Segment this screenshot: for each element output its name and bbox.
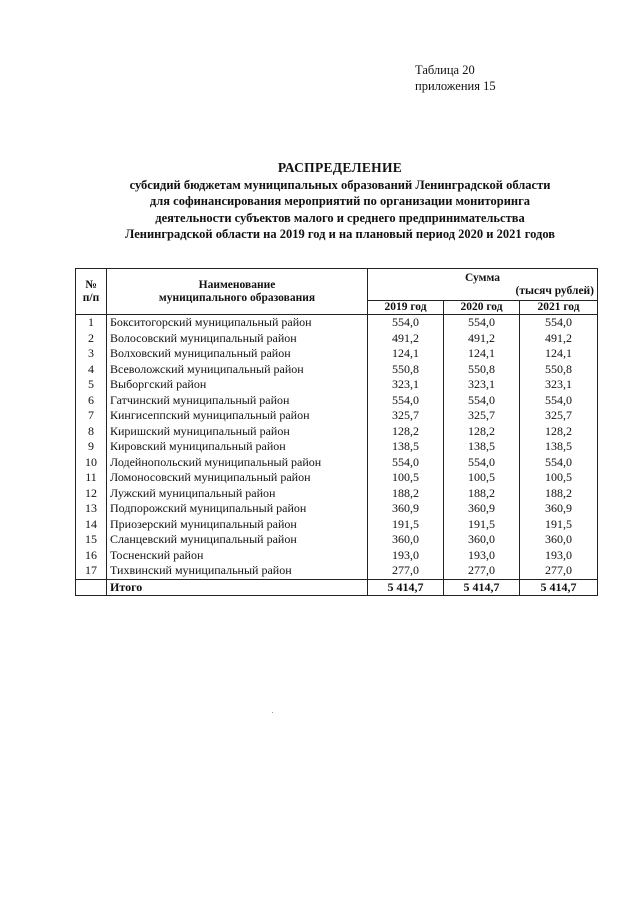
cell-sum-2020: 138,5 bbox=[444, 439, 520, 455]
cell-sum-2019: 360,0 bbox=[368, 532, 444, 548]
table-row bbox=[76, 501, 598, 517]
reference-appendix-number: приложения 15 bbox=[415, 79, 496, 93]
cell-sum-2021: 554,0 bbox=[520, 393, 598, 409]
cell-sum-2019: 100,5 bbox=[368, 470, 444, 486]
header-number bbox=[76, 269, 107, 315]
cell-sum-2019: 550,8 bbox=[368, 362, 444, 378]
cell-sum-2019: 491,2 bbox=[368, 331, 444, 347]
total-sum-2019: 5 414,7 bbox=[368, 579, 444, 596]
cell-number: 16 bbox=[76, 548, 107, 564]
cell-sum-2020: 323,1 bbox=[444, 377, 520, 393]
title-line-2: для софинансирования мероприятий по организации мониторинга bbox=[149, 194, 531, 208]
cell-sum-2021: 138,5 bbox=[520, 439, 598, 455]
cell-number: 13 bbox=[76, 501, 107, 517]
cell-municipality: Волховский муниципальный район bbox=[107, 346, 368, 362]
table-row bbox=[76, 408, 598, 424]
cell-sum-2019: 138,5 bbox=[368, 439, 444, 455]
table-row bbox=[76, 517, 598, 533]
cell-sum-2020: 360,9 bbox=[444, 501, 520, 517]
cell-municipality: Гатчинский муниципальный район bbox=[107, 393, 368, 409]
header-year-2021: 2021 год bbox=[520, 301, 598, 315]
cell-municipality: Кировский муниципальный район bbox=[107, 439, 368, 455]
cell-sum-2021: 554,0 bbox=[520, 315, 598, 331]
cell-number: 5 bbox=[76, 377, 107, 393]
cell-sum-2021: 554,0 bbox=[520, 455, 598, 471]
title-line-4: Ленинградской области на 2019 год и на плановый период 2020 и 2021 годов bbox=[124, 227, 556, 241]
cell-municipality: Кингисеппский муниципальный район bbox=[107, 408, 368, 424]
table-row bbox=[76, 377, 598, 393]
table-row bbox=[76, 548, 598, 564]
cell-sum-2019: 554,0 bbox=[368, 455, 444, 471]
cell-number: 8 bbox=[76, 424, 107, 440]
cell-sum-2021: 100,5 bbox=[520, 470, 598, 486]
scan-speck bbox=[272, 712, 273, 713]
total-sum-2020: 5 414,7 bbox=[444, 579, 520, 596]
table-row bbox=[76, 315, 598, 331]
table-row bbox=[76, 439, 598, 455]
document-reference bbox=[415, 62, 496, 94]
header-name-line2: муниципального образования bbox=[158, 291, 316, 304]
table-row bbox=[76, 362, 598, 378]
cell-number: 1 bbox=[76, 315, 107, 331]
reference-table-number: Таблица 20 bbox=[415, 63, 475, 77]
title-main: РАСПРЕДЕЛЕНИЕ bbox=[277, 160, 403, 175]
cell-municipality: Сланцевский муниципальный район bbox=[107, 532, 368, 548]
table-row bbox=[76, 331, 598, 347]
cell-sum-2021: 323,1 bbox=[520, 377, 598, 393]
header-sum-line2: (тысяч рублей) bbox=[515, 284, 595, 297]
cell-sum-2020: 491,2 bbox=[444, 331, 520, 347]
distribution-table bbox=[75, 268, 598, 596]
total-label: Итого bbox=[107, 579, 368, 596]
cell-sum-2019: 554,0 bbox=[368, 393, 444, 409]
cell-municipality: Волосовский муниципальный район bbox=[107, 331, 368, 347]
cell-municipality: Приозерский муниципальный район bbox=[107, 517, 368, 533]
cell-sum-2021: 360,9 bbox=[520, 501, 598, 517]
cell-sum-2021: 191,5 bbox=[520, 517, 598, 533]
header-sum bbox=[368, 269, 598, 301]
cell-sum-2020: 554,0 bbox=[444, 315, 520, 331]
header-year-2019: 2019 год bbox=[368, 301, 444, 315]
cell-sum-2020: 193,0 bbox=[444, 548, 520, 564]
cell-sum-2020: 325,7 bbox=[444, 408, 520, 424]
table-row bbox=[76, 532, 598, 548]
cell-sum-2020: 554,0 bbox=[444, 455, 520, 471]
total-number-cell bbox=[76, 579, 107, 596]
table-row bbox=[76, 486, 598, 502]
cell-sum-2021: 128,2 bbox=[520, 424, 598, 440]
cell-sum-2021: 193,0 bbox=[520, 548, 598, 564]
cell-sum-2021: 360,0 bbox=[520, 532, 598, 548]
total-row bbox=[76, 579, 598, 596]
cell-municipality: Всеволожский муниципальный район bbox=[107, 362, 368, 378]
cell-sum-2019: 360,9 bbox=[368, 501, 444, 517]
cell-sum-2019: 124,1 bbox=[368, 346, 444, 362]
cell-sum-2021: 325,7 bbox=[520, 408, 598, 424]
header-year-2020: 2020 год bbox=[444, 301, 520, 315]
cell-municipality: Тосненский район bbox=[107, 548, 368, 564]
cell-municipality: Тихвинский муниципальный район bbox=[107, 563, 368, 579]
cell-municipality: Лужский муниципальный район bbox=[107, 486, 368, 502]
cell-number: 6 bbox=[76, 393, 107, 409]
table-row bbox=[76, 470, 598, 486]
header-sum-line1: Сумма bbox=[465, 271, 500, 284]
cell-number: 10 bbox=[76, 455, 107, 471]
table-row bbox=[76, 455, 598, 471]
table-row bbox=[76, 424, 598, 440]
header-name bbox=[107, 269, 368, 315]
cell-sum-2021: 491,2 bbox=[520, 331, 598, 347]
cell-number: 17 bbox=[76, 563, 107, 579]
cell-number: 12 bbox=[76, 486, 107, 502]
cell-number: 14 bbox=[76, 517, 107, 533]
header-number-line1: № bbox=[85, 278, 97, 291]
cell-sum-2020: 128,2 bbox=[444, 424, 520, 440]
cell-sum-2020: 191,5 bbox=[444, 517, 520, 533]
cell-municipality: Бокситогорский муниципальный район bbox=[107, 315, 368, 331]
cell-sum-2021: 277,0 bbox=[520, 563, 598, 579]
cell-municipality: Подпорожский муниципальный район bbox=[107, 501, 368, 517]
cell-number: 9 bbox=[76, 439, 107, 455]
cell-sum-2019: 193,0 bbox=[368, 548, 444, 564]
cell-sum-2020: 550,8 bbox=[444, 362, 520, 378]
cell-sum-2019: 128,2 bbox=[368, 424, 444, 440]
table-body bbox=[76, 315, 598, 596]
cell-number: 2 bbox=[76, 331, 107, 347]
cell-sum-2019: 191,5 bbox=[368, 517, 444, 533]
cell-sum-2020: 277,0 bbox=[444, 563, 520, 579]
table-row bbox=[76, 393, 598, 409]
header-name-line1: Наименование bbox=[198, 278, 276, 291]
cell-sum-2020: 360,0 bbox=[444, 532, 520, 548]
cell-sum-2020: 188,2 bbox=[444, 486, 520, 502]
cell-municipality: Ломоносовский муниципальный район bbox=[107, 470, 368, 486]
cell-sum-2019: 325,7 bbox=[368, 408, 444, 424]
cell-sum-2020: 124,1 bbox=[444, 346, 520, 362]
cell-number: 11 bbox=[76, 470, 107, 486]
title-line-1: субсидий бюджетам муниципальных образований Ленинградской области bbox=[129, 177, 551, 192]
cell-municipality: Лодейнопольский муниципальный район bbox=[107, 455, 368, 471]
cell-number: 4 bbox=[76, 362, 107, 378]
cell-municipality: Киришский муниципальный район bbox=[107, 424, 368, 440]
cell-sum-2021: 188,2 bbox=[520, 486, 598, 502]
cell-sum-2020: 554,0 bbox=[444, 393, 520, 409]
header-number-line2: п/п bbox=[82, 291, 100, 304]
table-row bbox=[76, 346, 598, 362]
total-sum-2021: 5 414,7 bbox=[520, 579, 598, 596]
title-line-3: деятельности субъектов малого и среднего предпринимательства bbox=[155, 210, 525, 225]
cell-number: 7 bbox=[76, 408, 107, 424]
cell-sum-2021: 124,1 bbox=[520, 346, 598, 362]
document-title bbox=[60, 160, 620, 243]
cell-municipality: Выборгский район bbox=[107, 377, 368, 393]
cell-number: 3 bbox=[76, 346, 107, 362]
cell-sum-2019: 188,2 bbox=[368, 486, 444, 502]
cell-number: 15 bbox=[76, 532, 107, 548]
cell-sum-2020: 100,5 bbox=[444, 470, 520, 486]
cell-sum-2019: 277,0 bbox=[368, 563, 444, 579]
cell-sum-2019: 323,1 bbox=[368, 377, 444, 393]
cell-sum-2019: 554,0 bbox=[368, 315, 444, 331]
table-row bbox=[76, 563, 598, 579]
cell-sum-2021: 550,8 bbox=[520, 362, 598, 378]
